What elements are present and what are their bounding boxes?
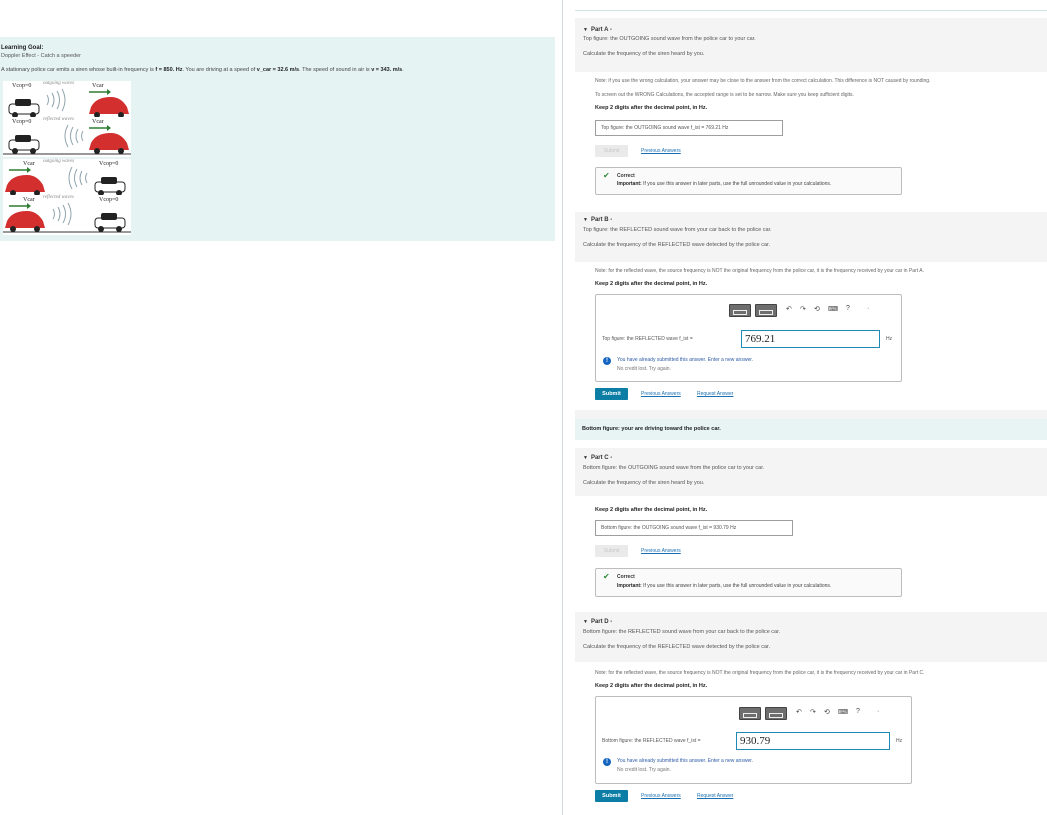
fraction-icon[interactable] <box>765 707 787 720</box>
part-d-field-label: Bottom figure: the REFLECTED wave f_ist = <box>602 738 701 744</box>
part-d-keep-digits: Keep 2 digits after the decimal point, in Hz. <box>595 683 708 689</box>
part-a-feedback <box>595 167 902 195</box>
part-b-field-label: Top figure: the REFLECTED wave f_ist = <box>602 336 693 342</box>
learning-goal-subtitle: Doppler Effect - Catch a speeder <box>1 53 81 59</box>
part-b-description: Top figure: the REFLECTED sound wave from your car back to the police car. <box>583 227 772 233</box>
part-d-request-answer-link[interactable]: Request Answer <box>697 793 734 799</box>
learning-goal-panel <box>0 37 555 241</box>
learning-goal-title: Learning Goal: <box>1 45 44 51</box>
part-b-unit: Hz <box>886 336 893 342</box>
frequency-expression: f = 850. Hz <box>155 67 183 73</box>
part-a-description: Top figure: the OUTGOING sound wave from the police car to your car. <box>583 36 756 42</box>
part-b-previous-answers-link[interactable]: Previous Answers <box>641 391 681 397</box>
part-d-instruction: Calculate the frequency of the REFLECTED wave detected by the police car. <box>583 644 771 650</box>
help-icon[interactable]: ? <box>846 305 850 312</box>
part-d-previous-answers-link[interactable]: Previous Answers <box>641 793 681 799</box>
part-b-request-answer-link[interactable]: Request Answer <box>697 391 734 397</box>
alert-icon: ! <box>603 758 611 766</box>
part-c-header[interactable]: ▼ Part C - <box>583 455 613 461</box>
figure-top-outgoing: Vcop=0 outgoing waves Vcar <box>3 81 131 121</box>
more-icon[interactable]: · <box>867 305 870 312</box>
problem-description: A stationary police car emits a siren whose built-in frequency is f = 850. Hz. You are driving at a speed of v_car = 32.6 m/s. The speed of sound in air is v = 343. m/s. <box>1 67 404 73</box>
part-b-header[interactable]: ▼ Part B - <box>583 217 613 223</box>
figure-bottom-reflected: Vcar reflected waves Vcop=0 <box>3 195 131 235</box>
bottom-figure-heading: Bottom figure: your are driving toward the police car. <box>582 426 721 432</box>
checkmark-icon: ✔ <box>603 572 610 581</box>
important-note: Important: If you use this answer in later parts, use the full unrounded value in your calculations. <box>617 181 832 187</box>
correct-label: Correct <box>617 574 635 580</box>
part-d-unit: Hz <box>896 738 903 744</box>
fraction-icon[interactable] <box>755 304 777 317</box>
part-b-answer-box <box>595 294 902 382</box>
top-rule <box>575 10 1047 11</box>
more-icon[interactable]: · <box>877 708 880 715</box>
part-c-feedback <box>595 568 902 597</box>
part-a-header[interactable]: ▼ Part A - <box>583 27 612 33</box>
speed-expression: v_car = 32.6 m/s <box>256 67 300 73</box>
part-b-note: Note: for the reflected wave, the source frequency is NOT the original frequency from the police car, it is the frequency received by your car in Part A. <box>595 268 924 274</box>
sound-speed-expression: v = 343. m/s <box>371 67 403 73</box>
part-c-description: Bottom figure: the OUTGOING sound wave from the police car to your car. <box>583 465 765 471</box>
alert-icon: ! <box>603 357 611 365</box>
help-icon[interactable]: ? <box>856 708 860 715</box>
part-a-instruction: Calculate the frequency of the siren heard by you. <box>583 51 705 57</box>
part-d-warning-2: No credit lost. Try again. <box>617 767 671 773</box>
redo-icon[interactable]: ↷ <box>810 709 816 716</box>
correct-label: Correct <box>617 173 635 179</box>
part-d-submit-button[interactable]: Submit <box>595 790 628 802</box>
part-c-keep-digits: Keep 2 digits after the decimal point, in Hz. <box>595 507 708 513</box>
part-d-warning: You have already submitted this answer. Enter a new answer. <box>617 758 754 764</box>
keyboard-icon[interactable]: ⌨ <box>828 306 839 313</box>
caret-down-icon: ▼ <box>583 455 588 461</box>
caret-down-icon: ▼ <box>583 27 588 33</box>
important-note: Important: If you use this answer in later parts, use the full unrounded value in your calculations. <box>617 583 832 589</box>
part-a-note: Note: if you use the wrong calculation, your answer may be close to the answer from the correct calculation. This difference is NOT caused by rounding. <box>595 78 931 84</box>
part-c-instruction: Calculate the frequency of the siren heard by you. <box>583 480 705 486</box>
caret-down-icon: ▼ <box>583 217 588 223</box>
panel-divider <box>562 0 563 815</box>
part-b-warning: You have already submitted this answer. Enter a new answer. <box>617 357 754 363</box>
figure-bottom-outgoing: Vcar outgoing waves Vcop=0 <box>3 159 131 199</box>
part-d-note: Note: for the reflected wave, the source frequency is NOT the original frequency from the police car, it is the frequency received by your car in Part C. <box>595 670 925 676</box>
redo-icon[interactable]: ↷ <box>800 306 806 313</box>
part-d-header[interactable]: ▼ Part D - <box>583 619 613 625</box>
part-b-answer-input[interactable]: 769.21 <box>741 330 880 348</box>
undo-icon[interactable]: ↶ <box>786 306 792 313</box>
math-toolbar <box>739 707 909 720</box>
part-b-keep-digits: Keep 2 digits after the decimal point, in Hz. <box>595 281 708 287</box>
part-d-answer-box <box>595 696 912 784</box>
math-toolbar <box>729 304 899 317</box>
part-c-previous-answers-link[interactable]: Previous Answers <box>641 548 681 554</box>
part-c-answer-field: Bottom figure: the OUTGOING sound wave f_ist = 930.79 Hz <box>595 520 793 536</box>
undo-icon[interactable]: ↶ <box>796 709 802 716</box>
part-d-answer-input[interactable]: 930.79 <box>736 732 890 750</box>
part-b-warning-2: No credit lost. Try again. <box>617 366 671 372</box>
part-a-answer-field: Top figure: the OUTGOING sound wave f_ist = 769.21 Hz <box>595 120 783 136</box>
template-icon[interactable] <box>739 707 761 720</box>
part-a-note-2: To screen out the WRONG Calculations, the accepted range is set to be narrow. Make sure you keep sufficient digits. <box>595 92 854 98</box>
template-icon[interactable] <box>729 304 751 317</box>
reset-icon[interactable]: ⟲ <box>824 709 830 716</box>
part-b-submit-button[interactable]: Submit <box>595 388 628 400</box>
caret-down-icon: ▼ <box>583 619 588 625</box>
reset-icon[interactable]: ⟲ <box>814 306 820 313</box>
part-a-submit-button[interactable]: Submit <box>595 145 628 157</box>
part-d-description: Bottom figure: the REFLECTED sound wave from your car back to the police car. <box>583 629 781 635</box>
keyboard-icon[interactable]: ⌨ <box>838 709 849 716</box>
part-a-previous-answers-link[interactable]: Previous Answers <box>641 148 681 154</box>
figure-top-reflected: Vcop=0 reflected waves Vcar <box>3 117 131 157</box>
part-a-keep-digits: Keep 2 digits after the decimal point, in Hz. <box>595 105 708 111</box>
part-c-submit-button[interactable]: Submit <box>595 545 628 557</box>
part-b-instruction: Calculate the frequency of the REFLECTED wave detected by the police car. <box>583 242 771 248</box>
checkmark-icon: ✔ <box>603 171 610 180</box>
